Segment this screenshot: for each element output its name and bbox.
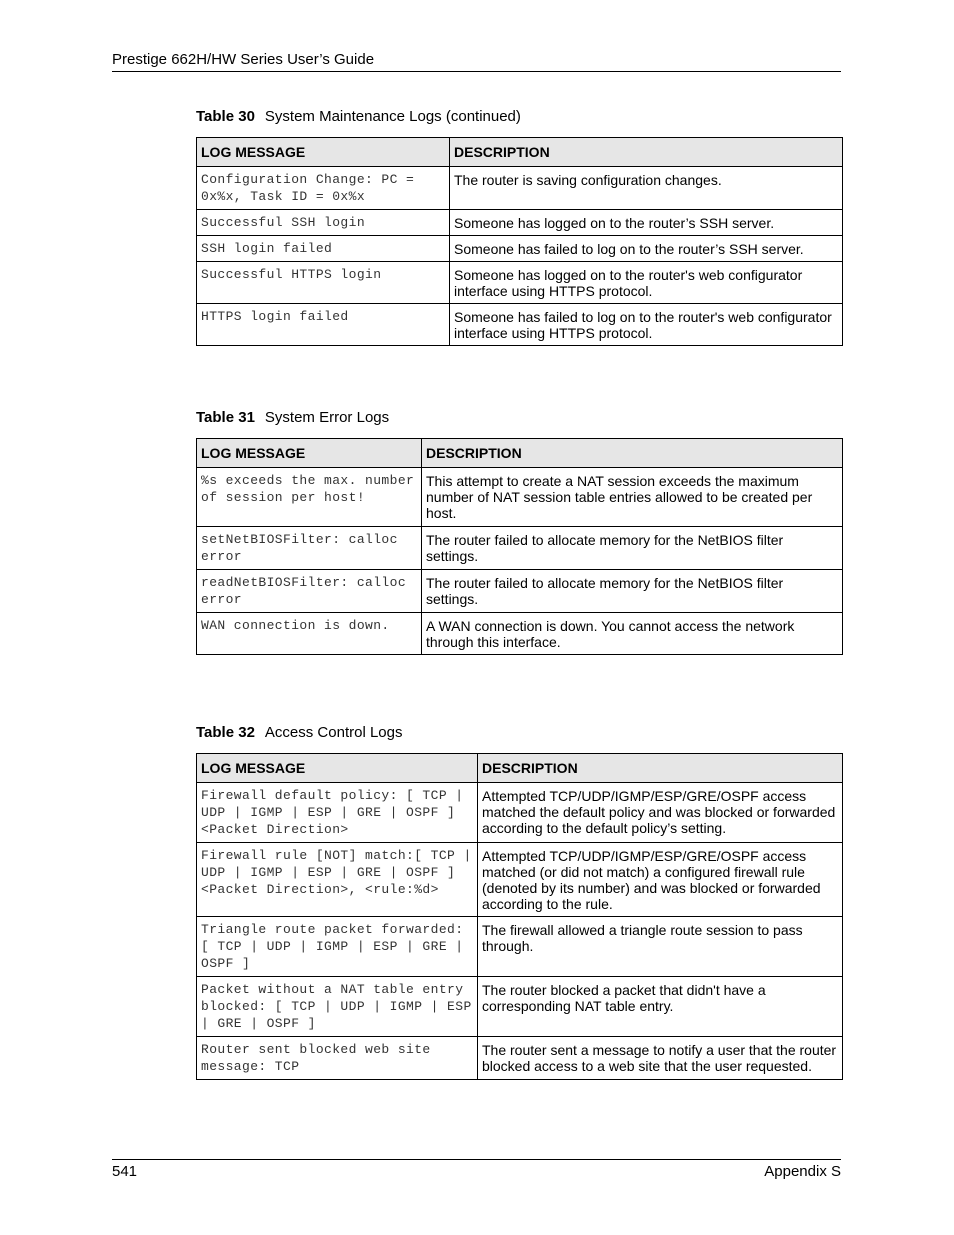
table-row [197,527,843,570]
description-cell: The router sent a message to notify a user that the router blocked access to a web site that the user requested. [478,1037,843,1080]
column-header-description: DESCRIPTION [450,138,843,167]
table-title: System Maintenance Logs (continued) [264,108,521,125]
log-message-cell: Triangle route packet forwarded: [ TCP | UDP | IGMP | ESP | GRE | OSPF ] [197,917,478,977]
table-row [197,304,843,346]
column-header-description: DESCRIPTION [478,754,843,783]
log-message-cell: %s exceeds the max. number of session per host! [197,468,422,527]
log-message-cell: readNetBIOSFilter: calloc error [197,570,422,613]
log-message-cell: Router sent blocked web site message: TCP [197,1037,478,1080]
log-message-cell: Firewall default policy: [ TCP | UDP | IGMP | ESP | GRE | OSPF ] <Packet Direction> [197,783,478,843]
description-cell: The firewall allowed a triangle route session to pass through. [478,917,843,977]
description-cell: A WAN connection is down. You cannot access the network through this interface. [422,613,843,655]
table-header-row [197,138,843,167]
table-system-error-logs [196,438,843,655]
table-number: Table 32 [196,724,255,741]
table-title: Access Control Logs [264,724,403,741]
table-31-caption [196,409,389,426]
table-32-caption [196,724,403,741]
description-cell: The router failed to allocate memory for the NetBIOS filter settings. [422,570,843,613]
header-title: Prestige 662H/HW Series User’s Guide [112,51,375,68]
log-message-cell: Successful SSH login [197,210,450,236]
table-row [197,262,843,304]
table-row [197,167,843,210]
log-message-cell: Successful HTTPS login [197,262,450,304]
log-message-cell: Configuration Change: PC = 0x%x, Task ID = 0x%x [197,167,450,210]
log-message-cell: setNetBIOSFilter: calloc error [197,527,422,570]
table-row [197,468,843,527]
description-cell: This attempt to create a NAT session exceeds the maximum number of NAT session table entries allowed to be created per host. [422,468,843,527]
table-row [197,210,843,236]
table-row [197,917,843,977]
table-title: System Error Logs [264,409,390,426]
table-number: Table 30 [196,108,255,125]
table-row [197,236,843,262]
page-footer [112,1159,841,1180]
section-name: Appendix S [764,1163,841,1180]
table-system-maintenance-logs [196,137,843,346]
table-30-caption [196,108,521,125]
description-cell: The router failed to allocate memory for the NetBIOS filter settings. [422,527,843,570]
description-cell: Someone has logged on to the router’s SSH server. [450,210,843,236]
log-message-cell: WAN connection is down. [197,613,422,655]
table-header-row [197,754,843,783]
table-row [197,613,843,655]
description-cell: Someone has failed to log on to the router's web configurator interface using HTTPS protocol. [450,304,843,346]
log-message-cell: SSH login failed [197,236,450,262]
table-row [197,570,843,613]
log-message-cell: Packet without a NAT table entry blocked: [ TCP | UDP | IGMP | ESP | GRE | OSPF ] [197,977,478,1037]
page-number: 541 [112,1163,138,1180]
table-row [197,977,843,1037]
table-header-row [197,439,843,468]
description-cell: Attempted TCP/UDP/IGMP/ESP/GRE/OSPF access matched (or did not match) a configured firewall rule (denoted by its number) and was blocked or forwarded according to the rule. [478,843,843,917]
log-message-cell: HTTPS login failed [197,304,450,346]
column-header-log-message: LOG MESSAGE [197,754,478,783]
description-cell: Someone has logged on to the router's web configurator interface using HTTPS protocol. [450,262,843,304]
description-cell: Someone has failed to log on to the router’s SSH server. [450,236,843,262]
description-cell: The router is saving configuration changes. [450,167,843,210]
description-cell: The router blocked a packet that didn't have a corresponding NAT table entry. [478,977,843,1037]
column-header-log-message: LOG MESSAGE [197,439,422,468]
description-cell: Attempted TCP/UDP/IGMP/ESP/GRE/OSPF access matched the default policy and was blocked or forwarded according to the default policy’s setting. [478,783,843,843]
table-row [197,1037,843,1080]
table-row [197,783,843,843]
page-header [112,51,841,72]
table-number: Table 31 [196,409,255,426]
log-message-cell: Firewall rule [NOT] match:[ TCP | UDP | IGMP | ESP | GRE | OSPF ] <Packet Direction>, <rule:%d> [197,843,478,917]
column-header-description: DESCRIPTION [422,439,843,468]
table-access-control-logs [196,753,843,1080]
table-row [197,843,843,917]
column-header-log-message: LOG MESSAGE [197,138,450,167]
